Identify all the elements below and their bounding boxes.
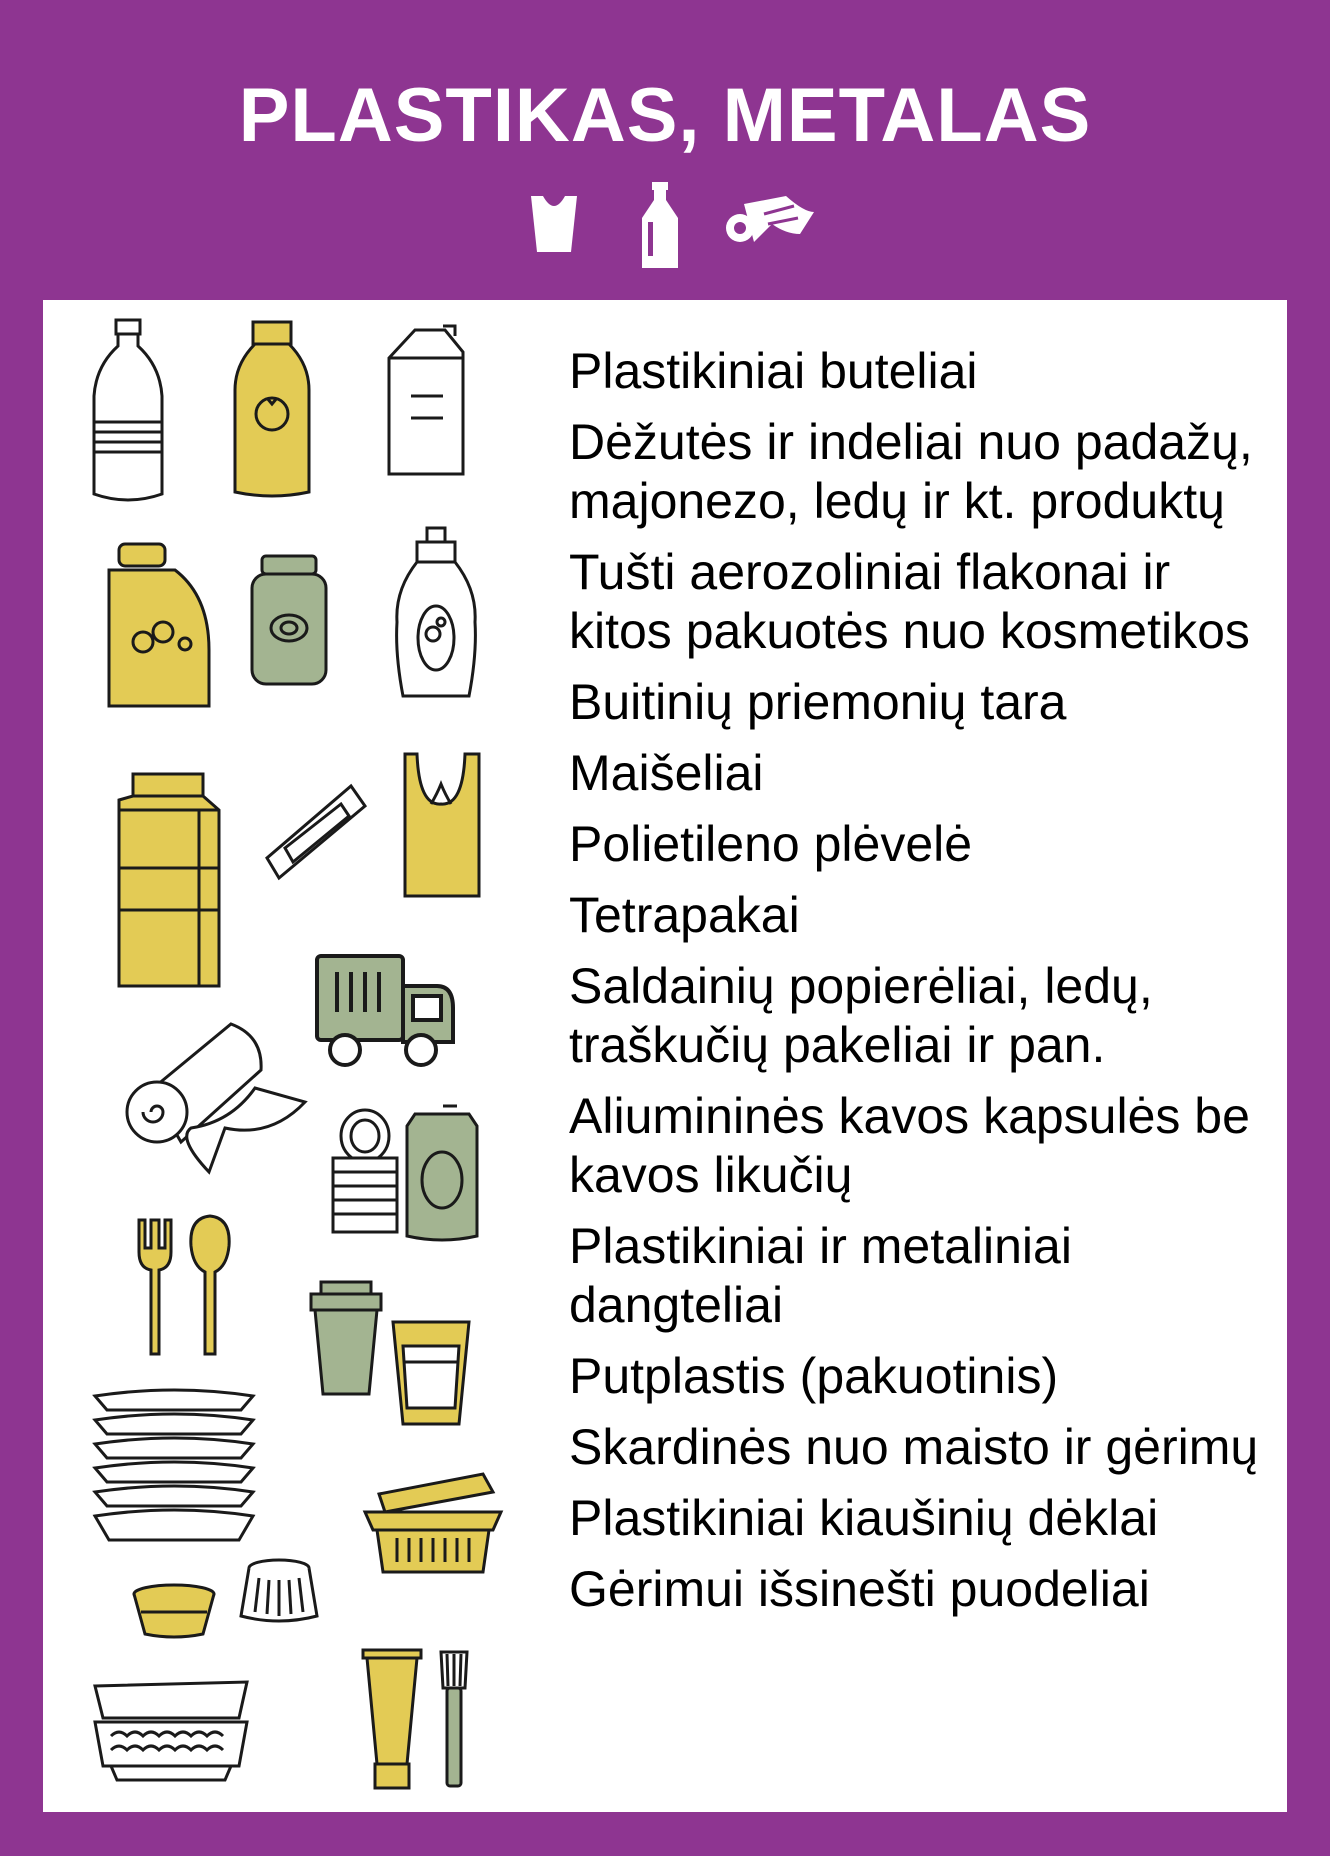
plastic-bottle-icon [88, 318, 168, 508]
list-item: Dėžutės ir indeliai nuo padažų, majonezo, ledų ir kt. produktų [569, 414, 1253, 529]
list-item: Putplastis (pakuotinis) [569, 1348, 1059, 1404]
plastic-cup-icon [389, 1318, 473, 1428]
list-item: Gėrimui išsinešti puodeliai [569, 1561, 1150, 1617]
takeaway-cup-icon [307, 1280, 385, 1398]
tin-can-open-icon [329, 1106, 403, 1236]
stacked-trays-icon [91, 1386, 257, 1546]
list-item: Maišeliai [569, 745, 764, 801]
recyclables-list [569, 342, 1269, 1631]
candy-wrapper-icon [261, 782, 371, 882]
list-item: Plastikiniai buteliai [569, 343, 978, 399]
dish-soap-bottle-icon [391, 526, 481, 702]
spoon-icon [187, 1214, 233, 1356]
page-title: PLASTIKAS, METALAS [238, 73, 1092, 158]
jar-icon [248, 552, 330, 688]
list-item: Tetrapakai [569, 887, 800, 943]
list-item: Tušti aerozoliniai flakonai ir kitos pakuotės nuo kosmetikos [569, 544, 1250, 659]
list-item: Skardinės nuo maisto ir gėrimų [569, 1419, 1259, 1475]
brush-icon [435, 1650, 473, 1790]
bottle-icon [638, 182, 682, 268]
list-item: Plastikiniai ir metaliniai dangteliai [569, 1218, 1072, 1333]
film-roll-icon [121, 1018, 311, 1178]
cosmetic-tube-icon [361, 1648, 423, 1790]
sauce-bottle-icon [231, 320, 313, 500]
milk-carton-small-icon [385, 322, 467, 478]
content-panel [43, 300, 1287, 1812]
drink-can-icon [403, 1104, 481, 1244]
toy-truck-icon [311, 950, 459, 1070]
egg-box-icon [91, 1678, 251, 1784]
small-cup-icon [131, 1582, 217, 1640]
header-icons [520, 182, 820, 272]
list-item: Polietileno plėvelė [569, 816, 973, 872]
list-item: Buitinių priemonių tara [569, 674, 1067, 730]
list-item: Plastikiniai kiaušinių dėklai [569, 1490, 1159, 1546]
list-item: Aliumininės kavos kapsulės be kavos likučių [569, 1088, 1250, 1203]
shopping-bag-icon [401, 752, 483, 900]
juice-carton-icon [115, 770, 223, 990]
pudding-cup-icon [229, 1556, 329, 1628]
list-item: Saldainių popierėliai, ledų, traškučių pakeliai ir pan. [569, 958, 1153, 1073]
detergent-canister-icon [103, 540, 213, 710]
foil-container-icon [363, 1472, 503, 1578]
fork-icon [135, 1218, 175, 1356]
illustrations [43, 300, 533, 1812]
plastic-bag-icon [527, 190, 581, 252]
film-roll-icon [724, 194, 816, 248]
